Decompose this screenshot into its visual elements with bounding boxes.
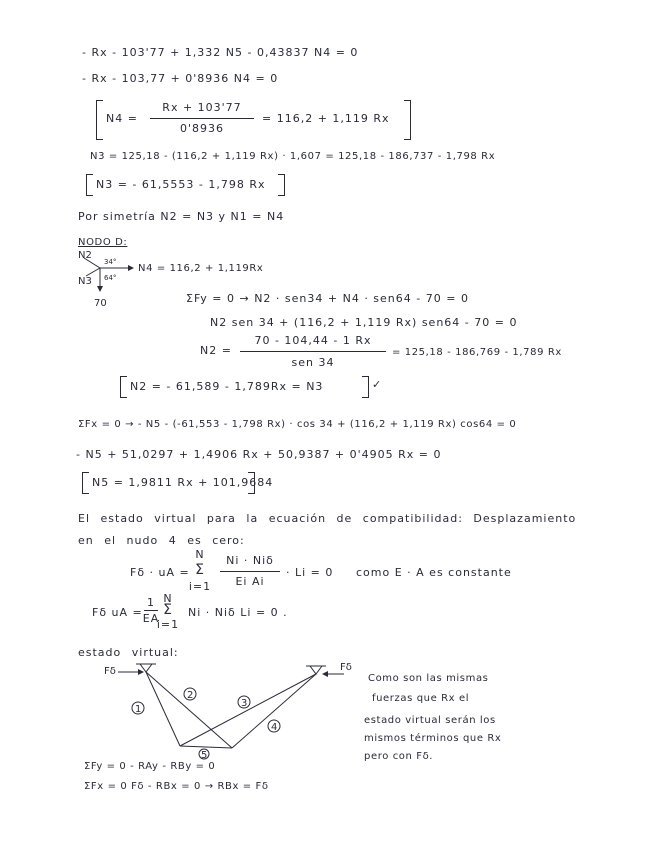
note-line-5: pero con Fδ. (364, 751, 434, 762)
member-label-5: 5 (201, 750, 208, 760)
right-arrow-icon (138, 669, 144, 675)
note-line-1: Como son las mismas (368, 673, 489, 684)
eq2-lhs: Fδ uA = (92, 606, 143, 619)
text-line-1: El estado virtual para la ecuación de compatibilidad: Desplazamiento (78, 512, 577, 525)
fx-equation: ΣFx = 0 → - N5 - (-61,553 - 1,798 Rx) · cos 34 + (116,2 + 1,119 Rx) cos64 = 0 (78, 419, 517, 430)
n4-lhs: N4 = (106, 112, 138, 125)
fraction-bar (220, 571, 280, 572)
member-label-4: 4 (271, 722, 278, 733)
eq1-note: como E · A es constante (356, 566, 512, 579)
fraction-bar (144, 610, 158, 611)
member-1 (146, 672, 180, 746)
bracket-right (278, 174, 285, 196)
node-n3-label: N3 (78, 276, 92, 287)
bracket-right (362, 376, 369, 398)
equation-line-2: - Rx - 103,77 + 0'8936 N4 = 0 (82, 72, 279, 85)
symmetry-line: Por simetría N2 = N3 y N1 = N4 (78, 210, 285, 223)
fy-equation: ΣFy = 0 → N2 · sen34 + N4 · sen64 - 70 = 0 (186, 292, 469, 305)
n2-rhs: = 125,18 - 186,769 - 1,789 Rx (392, 347, 562, 358)
n4-denominator: 0'8936 (179, 122, 225, 135)
eq1-numerator: Ni · Niδ (226, 554, 274, 567)
n2-denominator: sen 34 (291, 356, 335, 369)
note-line-3: estado virtual serán los (364, 715, 496, 726)
force-right-label: Fδ (340, 662, 352, 673)
n2-numerator: 70 - 104,44 - 1 Rx (254, 334, 372, 347)
eq2-sum: Σ (163, 602, 173, 618)
eq1-lhs: Fδ · uA = (130, 566, 190, 579)
member-label-1: 1 (135, 704, 142, 715)
eq1-sum-bottom: i=1 (188, 580, 212, 593)
virtual-state-truss-diagram (104, 660, 354, 760)
n2-lhs: N2 = (200, 344, 232, 357)
note-line-4: mismos términos que Rx (364, 733, 502, 744)
right-arrow-icon (128, 265, 134, 271)
n4-numerator: Rx + 103'77 (162, 101, 242, 114)
check-mark: ✓ (372, 378, 383, 391)
note-line-2: fuerzas que Rx el (372, 693, 470, 704)
member-2 (146, 672, 232, 748)
n3-result: N3 = - 61,5553 - 1,798 Rx (96, 178, 266, 191)
down-arrow-icon (97, 286, 103, 292)
node-n4-label: N4 = 116,2 + 1,119Rx (138, 263, 264, 274)
member-4 (232, 674, 316, 748)
eq2-sum-top: N (163, 592, 173, 605)
bracket-left (86, 174, 93, 196)
n2-result: N2 = - 61,589 - 1,789Rx = N3 (130, 380, 324, 393)
eq2-rhs: Ni · Niδ Li = 0 . (188, 606, 288, 619)
eq1-rhs: · Li = 0 (286, 566, 334, 579)
eq2-sum-bottom: i=1 (156, 618, 180, 631)
member-3 (180, 674, 316, 746)
member-label-2: 2 (187, 690, 194, 701)
fx-equation-2: - N5 + 51,0297 + 1,4906 Rx + 50,9387 + 0'4905 Rx = 0 (76, 448, 442, 461)
fraction-bar (150, 118, 254, 119)
bracket-right (404, 100, 411, 140)
pin-support-icon (306, 666, 326, 674)
nodo-heading: NODO D: (78, 237, 128, 248)
bracket-left (82, 472, 89, 494)
eq1-sum-top: N (195, 548, 205, 561)
node-n2-label: N2 (78, 250, 92, 261)
member-label-3: 3 (241, 698, 248, 709)
equation-line-1: - Rx - 103'77 + 1,332 N5 - 0,43837 N4 = 0 (82, 46, 359, 59)
force-left-label: Fδ (104, 666, 116, 677)
bracket-left (120, 376, 127, 398)
fraction-bar (240, 351, 386, 352)
node-angle-1: 34° (104, 258, 117, 266)
left-arrow-icon (322, 671, 328, 677)
node-d-sketch (78, 250, 198, 310)
eq1-sum: Σ (195, 562, 205, 578)
fy-virtual: ΣFy = 0 - RAy - RBy = 0 (84, 761, 216, 772)
bracket-right (248, 472, 255, 494)
eq1-denominator: Ei Ai (235, 575, 265, 588)
text-line-2: en el nudo 4 es cero: (78, 534, 245, 547)
eq2-frac-den: EA (142, 612, 160, 625)
member-5 (180, 746, 232, 748)
bracket-left (96, 100, 103, 140)
n3-line: N3 = 125,18 - (116,2 + 1,119 Rx) · 1,607 = 125,18 - 186,737 - 1,798 Rx (90, 151, 496, 162)
node-load-70: 70 (94, 298, 107, 309)
n5-result: N5 = 1,9811 Rx + 101,9684 (92, 476, 274, 489)
n4-rhs: = 116,2 + 1,119 Rx (262, 112, 390, 125)
virtual-state-heading: estado virtual: (78, 646, 179, 659)
node-angle-2: 64° (104, 274, 117, 282)
eq2-frac-num: 1 (147, 596, 155, 609)
fy-equation-2: N2 sen 34 + (116,2 + 1,119 Rx) sen64 - 70 = 0 (210, 316, 518, 329)
fx-virtual: ΣFx = 0 Fδ - RBx = 0 → RBx = Fδ (84, 781, 269, 792)
